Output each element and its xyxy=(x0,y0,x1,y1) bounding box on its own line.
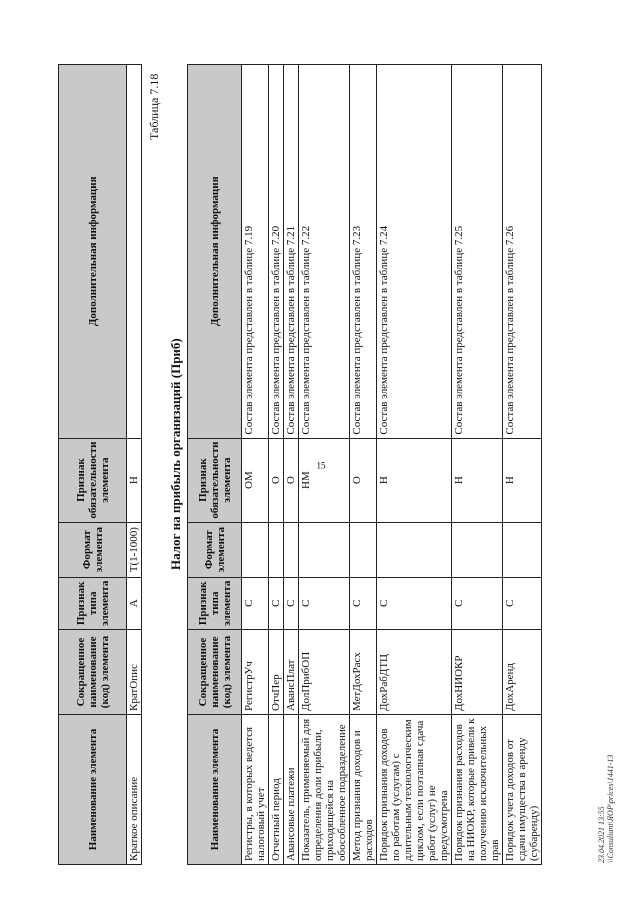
cell-required: НМ xyxy=(299,438,350,522)
cell-required: Н xyxy=(377,438,452,522)
cell-type: С xyxy=(269,577,284,629)
header-required: Признак обязательности элемента xyxy=(188,438,242,522)
table-row xyxy=(127,65,142,865)
cell-type: А xyxy=(127,577,142,629)
table-row xyxy=(284,65,299,865)
cell-code: ДохНИОКР xyxy=(452,630,503,715)
cell-type: С xyxy=(299,577,350,629)
header-format: Формат элемента xyxy=(188,522,242,577)
header-format: Формат элемента xyxy=(59,522,127,577)
cell-code: КратОпис xyxy=(127,630,142,715)
cell-format xyxy=(284,522,299,577)
cell-required: О xyxy=(284,438,299,522)
header-info: Дополнительная информация xyxy=(188,65,242,439)
cell-required: Н xyxy=(503,438,542,522)
cell-name: Порядок учета доходов от сдачи имущества в аренду (субаренду) xyxy=(503,715,542,865)
table-number: Таблица 7.18 xyxy=(147,73,161,140)
stamp-line-2: \\Consultant\ЯОР\prices\1441-13 xyxy=(606,754,615,863)
cell-code: ОтчПер xyxy=(269,630,284,715)
stamp-line-1: 23.04.2021 13:55 xyxy=(597,806,606,863)
cell-format: T(1-1000) xyxy=(127,522,142,577)
cell-name: Порядок признания расходов на НИОКР, которые привели к получению исключительных прав xyxy=(452,715,503,865)
cell-format xyxy=(242,522,269,577)
main-table-body xyxy=(242,65,542,865)
header-name: Наименование элемента xyxy=(188,715,242,865)
table-row xyxy=(242,65,269,865)
cell-type: С xyxy=(284,577,299,629)
top-table xyxy=(58,64,142,865)
cell-type: С xyxy=(242,577,269,629)
table-row xyxy=(377,65,452,865)
cell-required: ОМ xyxy=(242,438,269,522)
top-table-header-row xyxy=(59,65,127,865)
cell-type: С xyxy=(377,577,452,629)
cell-info: Состав элемента представлен в таблице 7.25 xyxy=(452,65,503,439)
cell-format xyxy=(503,522,542,577)
header-code: Сокращенное наименование (код) элемента xyxy=(188,630,242,715)
header-code: Сокращенное наименование (код) элемента xyxy=(59,630,127,715)
cell-name: Метод признания доходов и расходов xyxy=(350,715,377,865)
header-type: Признак типа элемента xyxy=(188,577,242,629)
table-row xyxy=(350,65,377,865)
cell-info: Состав элемента представлен в таблице 7.20 xyxy=(269,65,284,439)
cell-name: Порядок признания доходов по работам (услугам) с длительным технологическим циклом, если поэтапная сдача работ (услуг) не предусмотрена xyxy=(377,715,452,865)
main-table xyxy=(187,64,542,865)
cell-format xyxy=(269,522,284,577)
page-number: 15 xyxy=(316,460,326,471)
cell-info: Состав элемента представлен в таблице 7.21 xyxy=(284,65,299,439)
header-type: Признак типа элемента xyxy=(59,577,127,629)
table-row xyxy=(299,65,350,865)
table-row xyxy=(503,65,542,865)
section-title: Налог на прибыль организаций (Приб) xyxy=(168,338,183,570)
header-name: Наименование элемента xyxy=(59,715,127,865)
cell-format xyxy=(350,522,377,577)
cell-type: С xyxy=(503,577,542,629)
header-required: Признак обязательности элемента xyxy=(59,438,127,522)
cell-code: МетДохРасх xyxy=(350,630,377,715)
cell-info: Состав элемента представлен в таблице 7.26 xyxy=(503,65,542,439)
cell-required: Н xyxy=(127,438,142,522)
cell-format xyxy=(299,522,350,577)
table-row xyxy=(269,65,284,865)
cell-type: С xyxy=(452,577,503,629)
cell-code: РегистрУч xyxy=(242,630,269,715)
cell-required: О xyxy=(269,438,284,522)
cell-info: Состав элемента представлен в таблице 7.19 xyxy=(242,65,269,439)
cell-info: Состав элемента представлен в таблице 7.23 xyxy=(350,65,377,439)
main-table-header-row xyxy=(188,65,242,865)
header-info: Дополнительная информация xyxy=(59,65,127,439)
cell-code: ДохРабДТЦ xyxy=(377,630,452,715)
cell-code: АвансПлат xyxy=(284,630,299,715)
cell-format xyxy=(452,522,503,577)
cell-format xyxy=(377,522,452,577)
cell-name: Показатель, применяемый для определения доли прибыли, приходящейся на обособленное подразделение xyxy=(299,715,350,865)
cell-name: Краткое описание xyxy=(127,715,142,865)
footer-stamp xyxy=(597,755,615,863)
cell-code: ДолПрибОП xyxy=(299,630,350,715)
cell-info xyxy=(127,65,142,439)
cell-code: ДохАренд xyxy=(503,630,542,715)
cell-required: Н xyxy=(452,438,503,522)
cell-name: Отчетный период xyxy=(269,715,284,865)
cell-name: Регистры, в которых ведется налоговый учет xyxy=(242,715,269,865)
cell-name: Авансовые платежи xyxy=(284,715,299,865)
cell-info: Состав элемента представлен в таблице 7.22 xyxy=(299,65,350,439)
table-row xyxy=(452,65,503,865)
cell-info: Состав элемента представлен в таблице 7.24 xyxy=(377,65,452,439)
cell-type: С xyxy=(350,577,377,629)
cell-required: О xyxy=(350,438,377,522)
